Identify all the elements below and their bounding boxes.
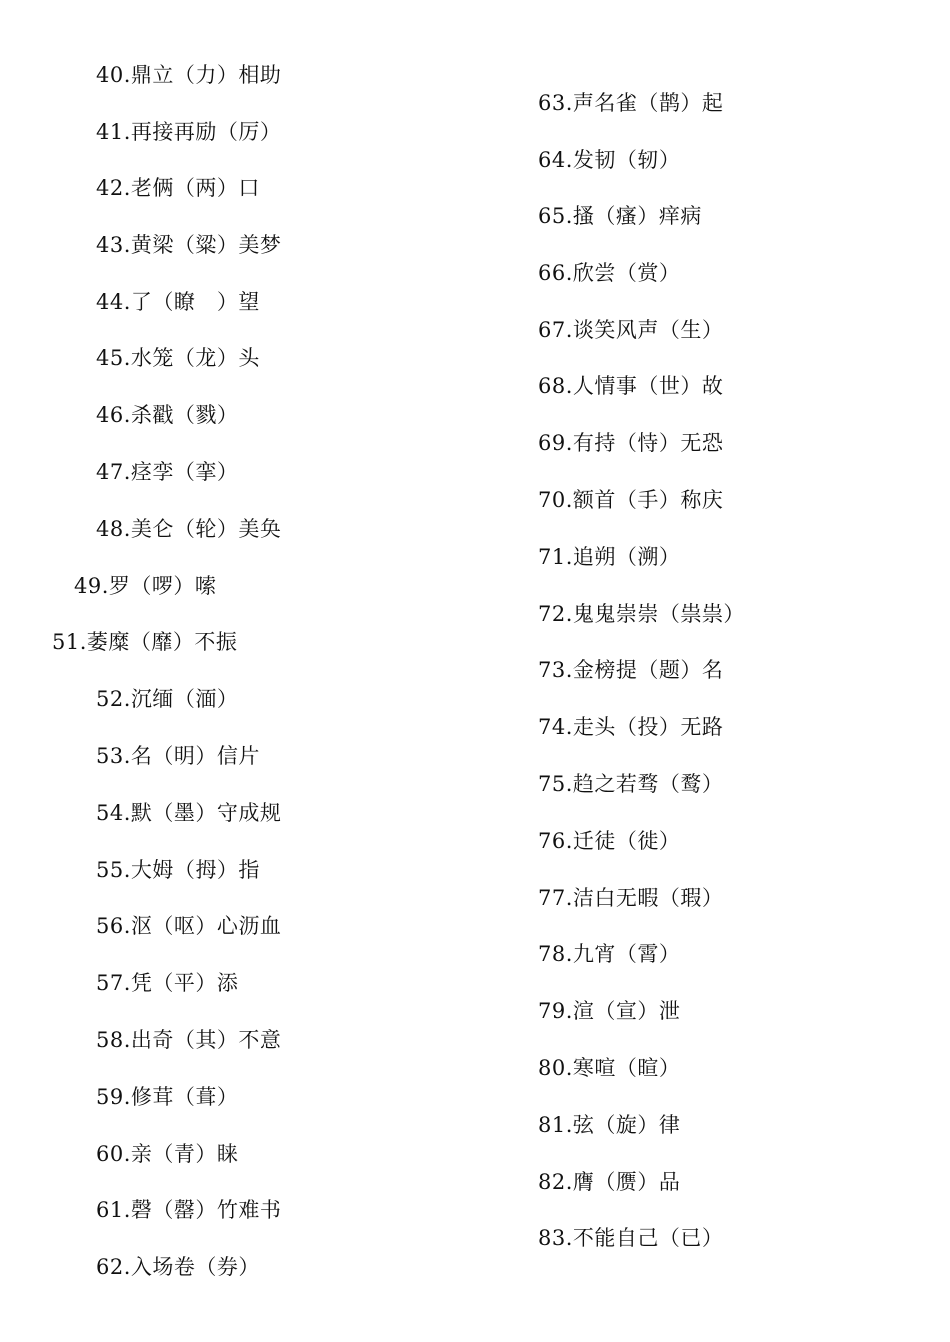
list-item: 64.发韧（轫）: [538, 148, 681, 172]
list-item: 67.谈笑风声（生）: [538, 318, 724, 342]
list-item: 63.声名雀（鹊）起: [538, 91, 724, 115]
list-item: 43.黄梁（粱）美梦: [96, 233, 282, 257]
list-item: 60.亲（青）睐: [96, 1142, 239, 1166]
list-item: 51.萎糜（靡）不振: [52, 630, 238, 654]
list-item: 57.凭（平）添: [96, 971, 239, 995]
list-item: 41.再接再励（厉）: [96, 120, 282, 144]
list-item: 79.渲（宣）泄: [538, 999, 681, 1023]
list-item: 62.入场卷（券）: [96, 1255, 260, 1279]
list-item: 45.水笼（龙）头: [96, 346, 260, 370]
list-item: 80.寒喧（暄）: [538, 1056, 681, 1080]
list-item: 48.美仑（轮）美奂: [96, 517, 282, 541]
list-item: 52.沉缅（湎）: [96, 687, 239, 711]
list-item: 44.了（瞭 ）望: [96, 290, 260, 314]
list-item: 66.欣尝（赏）: [538, 261, 681, 285]
list-item: 42.老俩（两）口: [96, 176, 260, 200]
list-item: 55.大姆（拇）指: [96, 858, 260, 882]
list-item: 53.名（明）信片: [96, 744, 260, 768]
list-item: 75.趋之若骛（鹜）: [538, 772, 724, 796]
list-item: 81.弦（旋）律: [538, 1113, 681, 1137]
list-item: 54.默（墨）守成规: [96, 801, 282, 825]
list-item: 65.搔（瘙）痒病: [538, 204, 702, 228]
list-item: 68.人情事（世）故: [538, 374, 724, 398]
list-item: 40.鼎立（力）相助: [96, 63, 282, 87]
list-item: 56.沤（呕）心沥血: [96, 914, 282, 938]
list-item: 71.追朔（溯）: [538, 545, 681, 569]
list-item: 61.磬（罄）竹难书: [96, 1198, 282, 1222]
list-item: 47.痉孪（挛）: [96, 460, 239, 484]
list-item: 46.杀戳（戮）: [96, 403, 239, 427]
list-item: 72.鬼鬼崇崇（祟祟）: [538, 602, 745, 626]
list-item: 69.有持（恃）无恐: [538, 431, 724, 455]
list-item: 59.修茸（葺）: [96, 1085, 239, 1109]
list-item: 58.出奇（其）不意: [96, 1028, 282, 1052]
list-item: 77.洁白无暇（瑕）: [538, 886, 724, 910]
list-item: 82.膺（赝）品: [538, 1170, 681, 1194]
list-item: 76.迁徒（徙）: [538, 829, 681, 853]
list-item: 78.九宵（霄）: [538, 942, 681, 966]
list-item: 74.走头（投）无路: [538, 715, 724, 739]
list-item: 83.不能自己（已）: [538, 1226, 724, 1250]
list-item: 49.罗（啰）嗦: [74, 574, 217, 598]
list-item: 70.额首（手）称庆: [538, 488, 724, 512]
list-item: 73.金榜提（题）名: [538, 658, 724, 682]
